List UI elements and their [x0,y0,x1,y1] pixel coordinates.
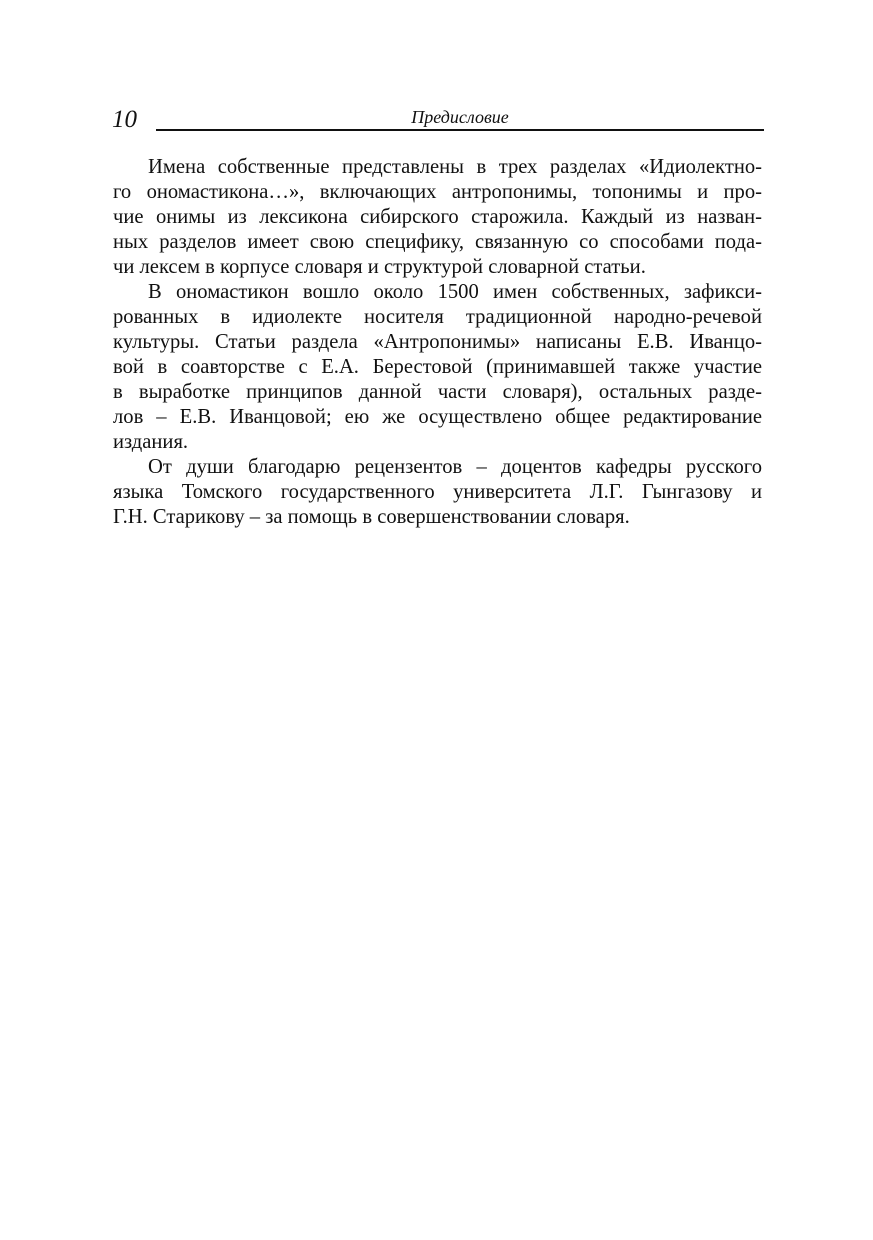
page-number: 10 [112,106,137,133]
paragraph-1 [113,155,762,280]
running-title: Предисловие [411,107,509,127]
header-rule [156,129,764,131]
text-line: языка Томского государственного университета Л.Г. Гынгазову и [113,481,762,503]
text-line: го ономастикона…», включающих антропонимы, топонимы и про- [113,181,762,203]
text-line: От души благодарю рецензентов – доцентов кафедры русского [148,456,762,478]
text-line: лов – Е.В. Иванцовой; ею же осуществлено общее редактирование [113,406,762,428]
text-line: В ономастикон вошло около 1500 имен собственных, зафикси- [148,281,762,303]
text-line: издания. [113,431,189,453]
text-line: чие онимы из лексикона сибирского старожила. Каждый из назван- [113,206,762,228]
text-line: вой в соавторстве с Е.А. Берестовой (принимавшей также участие [113,356,762,378]
text-line: культуры. Статьи раздела «Антропонимы» написаны Е.В. Иванцо- [113,331,762,353]
text-line: Имена собственные представлены в трех разделах «Идиолектно- [148,156,762,178]
paragraph-2 [113,280,762,455]
text-line: ных разделов имеет свою специфику, связанную со способами пода- [113,231,762,253]
text-line: Г.Н. Старикову – за помощь в совершенствовании словаря. [113,506,630,528]
text-line: рованных в идиолекте носителя традиционной народно-речевой [113,306,762,328]
paragraph-3 [113,455,762,530]
text-line: в выработке принципов данной части словаря), остальных разде- [113,381,762,403]
text-line: чи лексем в корпусе словаря и структурой словарной статьи. [113,256,646,278]
body-text [113,155,762,530]
